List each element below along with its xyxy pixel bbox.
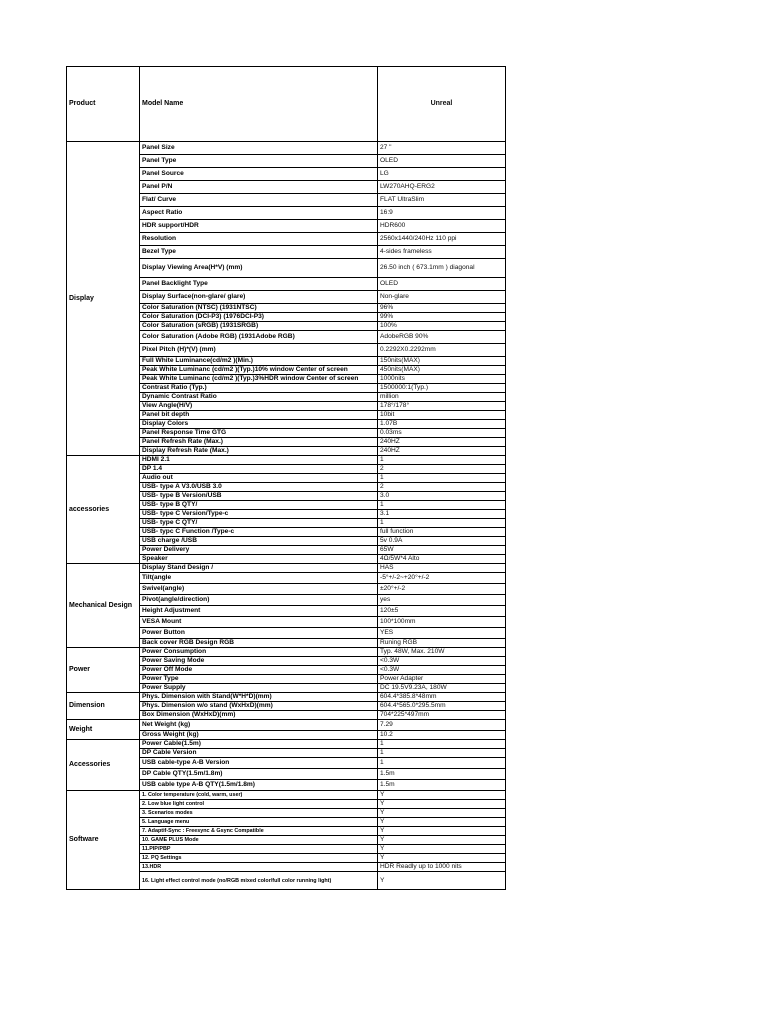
spec-item: Display Refresh Rate (Max.) <box>140 447 378 456</box>
spec-row <box>67 142 506 155</box>
spec-value: OLED <box>378 155 506 168</box>
spec-item: DP 1.4 <box>140 465 378 474</box>
spec-item: Power Type <box>140 675 378 684</box>
model-value-header: Unreal <box>378 67 506 142</box>
spec-body <box>67 67 506 890</box>
spec-item: Phys. Dimension with Stand(W*H*D)(mm) <box>140 693 378 702</box>
spec-value: 1.07B <box>378 420 506 429</box>
spec-item: Power Button <box>140 628 378 639</box>
product-header: Product <box>67 67 140 142</box>
spec-item: Power Supply <box>140 684 378 693</box>
spec-item: Color Saturation (sRGB) (1931SRGB) <box>140 322 378 331</box>
spec-value: 1.5m <box>378 769 506 780</box>
spec-item: Audio out <box>140 474 378 483</box>
spec-value: 1 <box>378 501 506 510</box>
spec-item: Pivot(angle/direction) <box>140 595 378 606</box>
spec-item: Display Surface(non-glare/ glare) <box>140 291 378 304</box>
spec-value: 5v 0.9A <box>378 537 506 546</box>
spec-item: Color Saturation (Adobe RGB) (1931Adobe RGB) <box>140 331 378 344</box>
spec-value: OLED <box>378 278 506 291</box>
spec-value: YES <box>378 628 506 639</box>
spec-item: Aspect Ratio <box>140 207 378 220</box>
section-label: Accessories <box>67 740 140 791</box>
section-label: Power <box>67 648 140 693</box>
spec-value: 1 <box>378 740 506 749</box>
spec-item: 10. GAME PLUS Mode <box>140 836 378 845</box>
spec-value: ±20°+/-2 <box>378 584 506 595</box>
spec-value: 99% <box>378 313 506 322</box>
spec-value: 2560x1440/240Hz 110 ppi <box>378 233 506 246</box>
spec-value: 604.4*385.8*48mm <box>378 693 506 702</box>
spec-value: HAS <box>378 564 506 573</box>
spec-item: Panel Backlight Type <box>140 278 378 291</box>
spec-item: Peak White Luminanc (cd/m2 )(Typ.)3%HDR window Center of screen <box>140 375 378 384</box>
spec-value: yes <box>378 595 506 606</box>
spec-value: 4-sides frameless <box>378 246 506 259</box>
section-label: Mechanical Design <box>67 564 140 648</box>
spec-value: Typ. 48W, Max. 210W <box>378 648 506 657</box>
spec-value: 1 <box>378 749 506 758</box>
spec-item: Back cover RGB Design RGB <box>140 639 378 648</box>
spec-item: 7. Adaptif-Sync : Freesync & Gsync Compatible <box>140 827 378 836</box>
spec-item: Power Saving Mode <box>140 657 378 666</box>
spec-value: AdobeRGB 90% <box>378 331 506 344</box>
spec-item: 16. Light effect control mode (no/RGB mixed color/full color running light) <box>140 872 378 890</box>
spec-value: 240HZ <box>378 438 506 447</box>
spec-value: 1 <box>378 519 506 528</box>
spec-item: Color Saturation (NTSC) (1931NTSC) <box>140 304 378 313</box>
section-label: Software <box>67 791 140 890</box>
spec-value: 27 " <box>378 142 506 155</box>
spec-value: 10bit <box>378 411 506 420</box>
spec-item: Speaker <box>140 555 378 564</box>
spec-value: Y <box>378 836 506 845</box>
spec-value: Non-glare <box>378 291 506 304</box>
spec-item: HDR support/HDR <box>140 220 378 233</box>
spec-item: USB cable type A-B QTY(1.5m/1.8m) <box>140 780 378 791</box>
spec-value: 100*100mm <box>378 617 506 628</box>
spec-item: USB- type C Version/Type-c <box>140 510 378 519</box>
spec-value: 1500000:1(Typ.) <box>378 384 506 393</box>
spec-value: 2 <box>378 483 506 492</box>
spec-value: 704*225*497mm <box>378 711 506 720</box>
spec-value: 1 <box>378 474 506 483</box>
spec-value: 96% <box>378 304 506 313</box>
spec-value: FLAT UltraSlim <box>378 194 506 207</box>
spec-value: -5°+/-2~+20°+/-2 <box>378 573 506 584</box>
spec-item: Color Saturation (DCI-P3) (1976DCI-P3) <box>140 313 378 322</box>
spec-value: 0.03ms <box>378 429 506 438</box>
spec-value: 16:9 <box>378 207 506 220</box>
spec-item: Panel Refresh Rate (Max.) <box>140 438 378 447</box>
spec-value: HDR600 <box>378 220 506 233</box>
section-label: Weight <box>67 720 140 740</box>
spec-item: Panel Type <box>140 155 378 168</box>
spec-value: <0.3W <box>378 666 506 675</box>
spec-value: LW270AHQ-ERG2 <box>378 181 506 194</box>
spec-item: Panel P/N <box>140 181 378 194</box>
spec-item: Panel Size <box>140 142 378 155</box>
spec-item: USB- type C QTY/ <box>140 519 378 528</box>
spec-value: 26.50 inch ( 673.1mm ) diagonal <box>378 259 506 278</box>
spec-value: 1 <box>378 758 506 769</box>
spec-value: Y <box>378 809 506 818</box>
spec-item: Flat/ Curve <box>140 194 378 207</box>
spec-item: Display Stand Design / <box>140 564 378 573</box>
spec-row <box>67 564 506 573</box>
spec-item: Power Off Mode <box>140 666 378 675</box>
spec-value: Y <box>378 818 506 827</box>
spec-item: 2. Low blue light control <box>140 800 378 809</box>
section-label: Display <box>67 142 140 456</box>
spec-table <box>66 66 506 890</box>
spec-item: Gross Weight (kg) <box>140 731 378 740</box>
spec-value: 4Ω/5W*4 Alto <box>378 555 506 564</box>
spec-item: Dynamic Contrast Ratio <box>140 393 378 402</box>
model-name-header: Model Name <box>140 67 378 142</box>
spec-row <box>67 791 506 800</box>
section-label: accessories <box>67 456 140 564</box>
spec-value: 0.2292X0.2292mm <box>378 344 506 357</box>
spec-item: View Angle(H/V) <box>140 402 378 411</box>
spec-item: HDMI 2.1 <box>140 456 378 465</box>
spec-value: Y <box>378 827 506 836</box>
spec-value: 3.1 <box>378 510 506 519</box>
spec-value: Power Adapter <box>378 675 506 684</box>
spec-value: 240HZ <box>378 447 506 456</box>
spec-row <box>67 693 506 702</box>
spec-item: Power Cable(1.5m) <box>140 740 378 749</box>
spec-item: USB charge /USB <box>140 537 378 546</box>
spec-item: Pixel Pitch (H)*(V) (mm) <box>140 344 378 357</box>
spec-item: Panel Source <box>140 168 378 181</box>
spec-item: Power Consumption <box>140 648 378 657</box>
spec-value: 150nits(MAX) <box>378 357 506 366</box>
spec-value: 1.5m <box>378 780 506 791</box>
spec-item: Bezel Type <box>140 246 378 259</box>
spec-item: 5. Language menu <box>140 818 378 827</box>
spec-value: 3.0 <box>378 492 506 501</box>
spec-value: 10.2 <box>378 731 506 740</box>
spec-value: Runing RGB <box>378 639 506 648</box>
spec-value: 2 <box>378 465 506 474</box>
spec-item: Height Adjustment <box>140 606 378 617</box>
spec-item: Contrast Ratio (Typ.) <box>140 384 378 393</box>
spec-value: 7.29 <box>378 720 506 731</box>
spec-value: 100% <box>378 322 506 331</box>
spec-item: 1. Color temperature (cold, warm, user) <box>140 791 378 800</box>
spec-value: <0.3W <box>378 657 506 666</box>
spec-value: Y <box>378 872 506 890</box>
spec-item: USB- type A V3.0/USB 3.0 <box>140 483 378 492</box>
spec-item: Phys. Dimension w/o stand (WxHxD)(mm) <box>140 702 378 711</box>
section-label: Dimension <box>67 693 140 720</box>
spec-item: Panel Response Time GTG <box>140 429 378 438</box>
spec-item: 11.PIP/PBP <box>140 845 378 854</box>
spec-value: million <box>378 393 506 402</box>
spec-value: Y <box>378 800 506 809</box>
spec-item: VESA Mount <box>140 617 378 628</box>
spec-value: 1000nits <box>378 375 506 384</box>
spec-item: Swivel(angle) <box>140 584 378 595</box>
spec-item: Display Colors <box>140 420 378 429</box>
spec-item: 3. Scenarios modes <box>140 809 378 818</box>
spec-item: 12. PQ Settings <box>140 854 378 863</box>
header-row <box>67 67 506 142</box>
spec-item: 13.HDR <box>140 863 378 872</box>
spec-value: 120±5 <box>378 606 506 617</box>
spec-value: 65W <box>378 546 506 555</box>
spec-item: USB- type B Version/USB <box>140 492 378 501</box>
spec-value: HDR Readly up to 1000 nits <box>378 863 506 872</box>
spec-item: Display Viewing Area(H*V) (mm) <box>140 259 378 278</box>
spec-item: Peak White Luminanc (cd/m2 )(Typ.)10% window Center of screen <box>140 366 378 375</box>
spec-value: 1 <box>378 456 506 465</box>
spec-item: USB- typc C Function /Type-c <box>140 528 378 537</box>
spec-row <box>67 720 506 731</box>
spec-item: Tilt(angle <box>140 573 378 584</box>
spec-value: LG <box>378 168 506 181</box>
spec-item: Full White Luminance(cd/m2 )(Min.) <box>140 357 378 366</box>
spec-item: DP Cable QTY(1.5m/1.8m) <box>140 769 378 780</box>
spec-item: Box Dimension (WxHxD)(mm) <box>140 711 378 720</box>
spec-value: Y <box>378 791 506 800</box>
spec-item: USB- type B QTY/ <box>140 501 378 510</box>
spec-value: Y <box>378 845 506 854</box>
spec-item: Resolution <box>140 233 378 246</box>
spec-value: 178°/178° <box>378 402 506 411</box>
spec-row <box>67 740 506 749</box>
spec-value: DC 19.5V9.23A, 180W <box>378 684 506 693</box>
spec-item: Net Weight (kg) <box>140 720 378 731</box>
spec-item: Panel bit depth <box>140 411 378 420</box>
spec-value: 450nits(MAX) <box>378 366 506 375</box>
spec-item: DP Cable Version <box>140 749 378 758</box>
spec-value: full function <box>378 528 506 537</box>
spec-item: USB cable-type A-B Version <box>140 758 378 769</box>
spec-value: Y <box>378 854 506 863</box>
spec-item: Power Delivery <box>140 546 378 555</box>
spec-row <box>67 648 506 657</box>
spec-value: 604.4*565.0*295.5mm <box>378 702 506 711</box>
spec-row <box>67 456 506 465</box>
